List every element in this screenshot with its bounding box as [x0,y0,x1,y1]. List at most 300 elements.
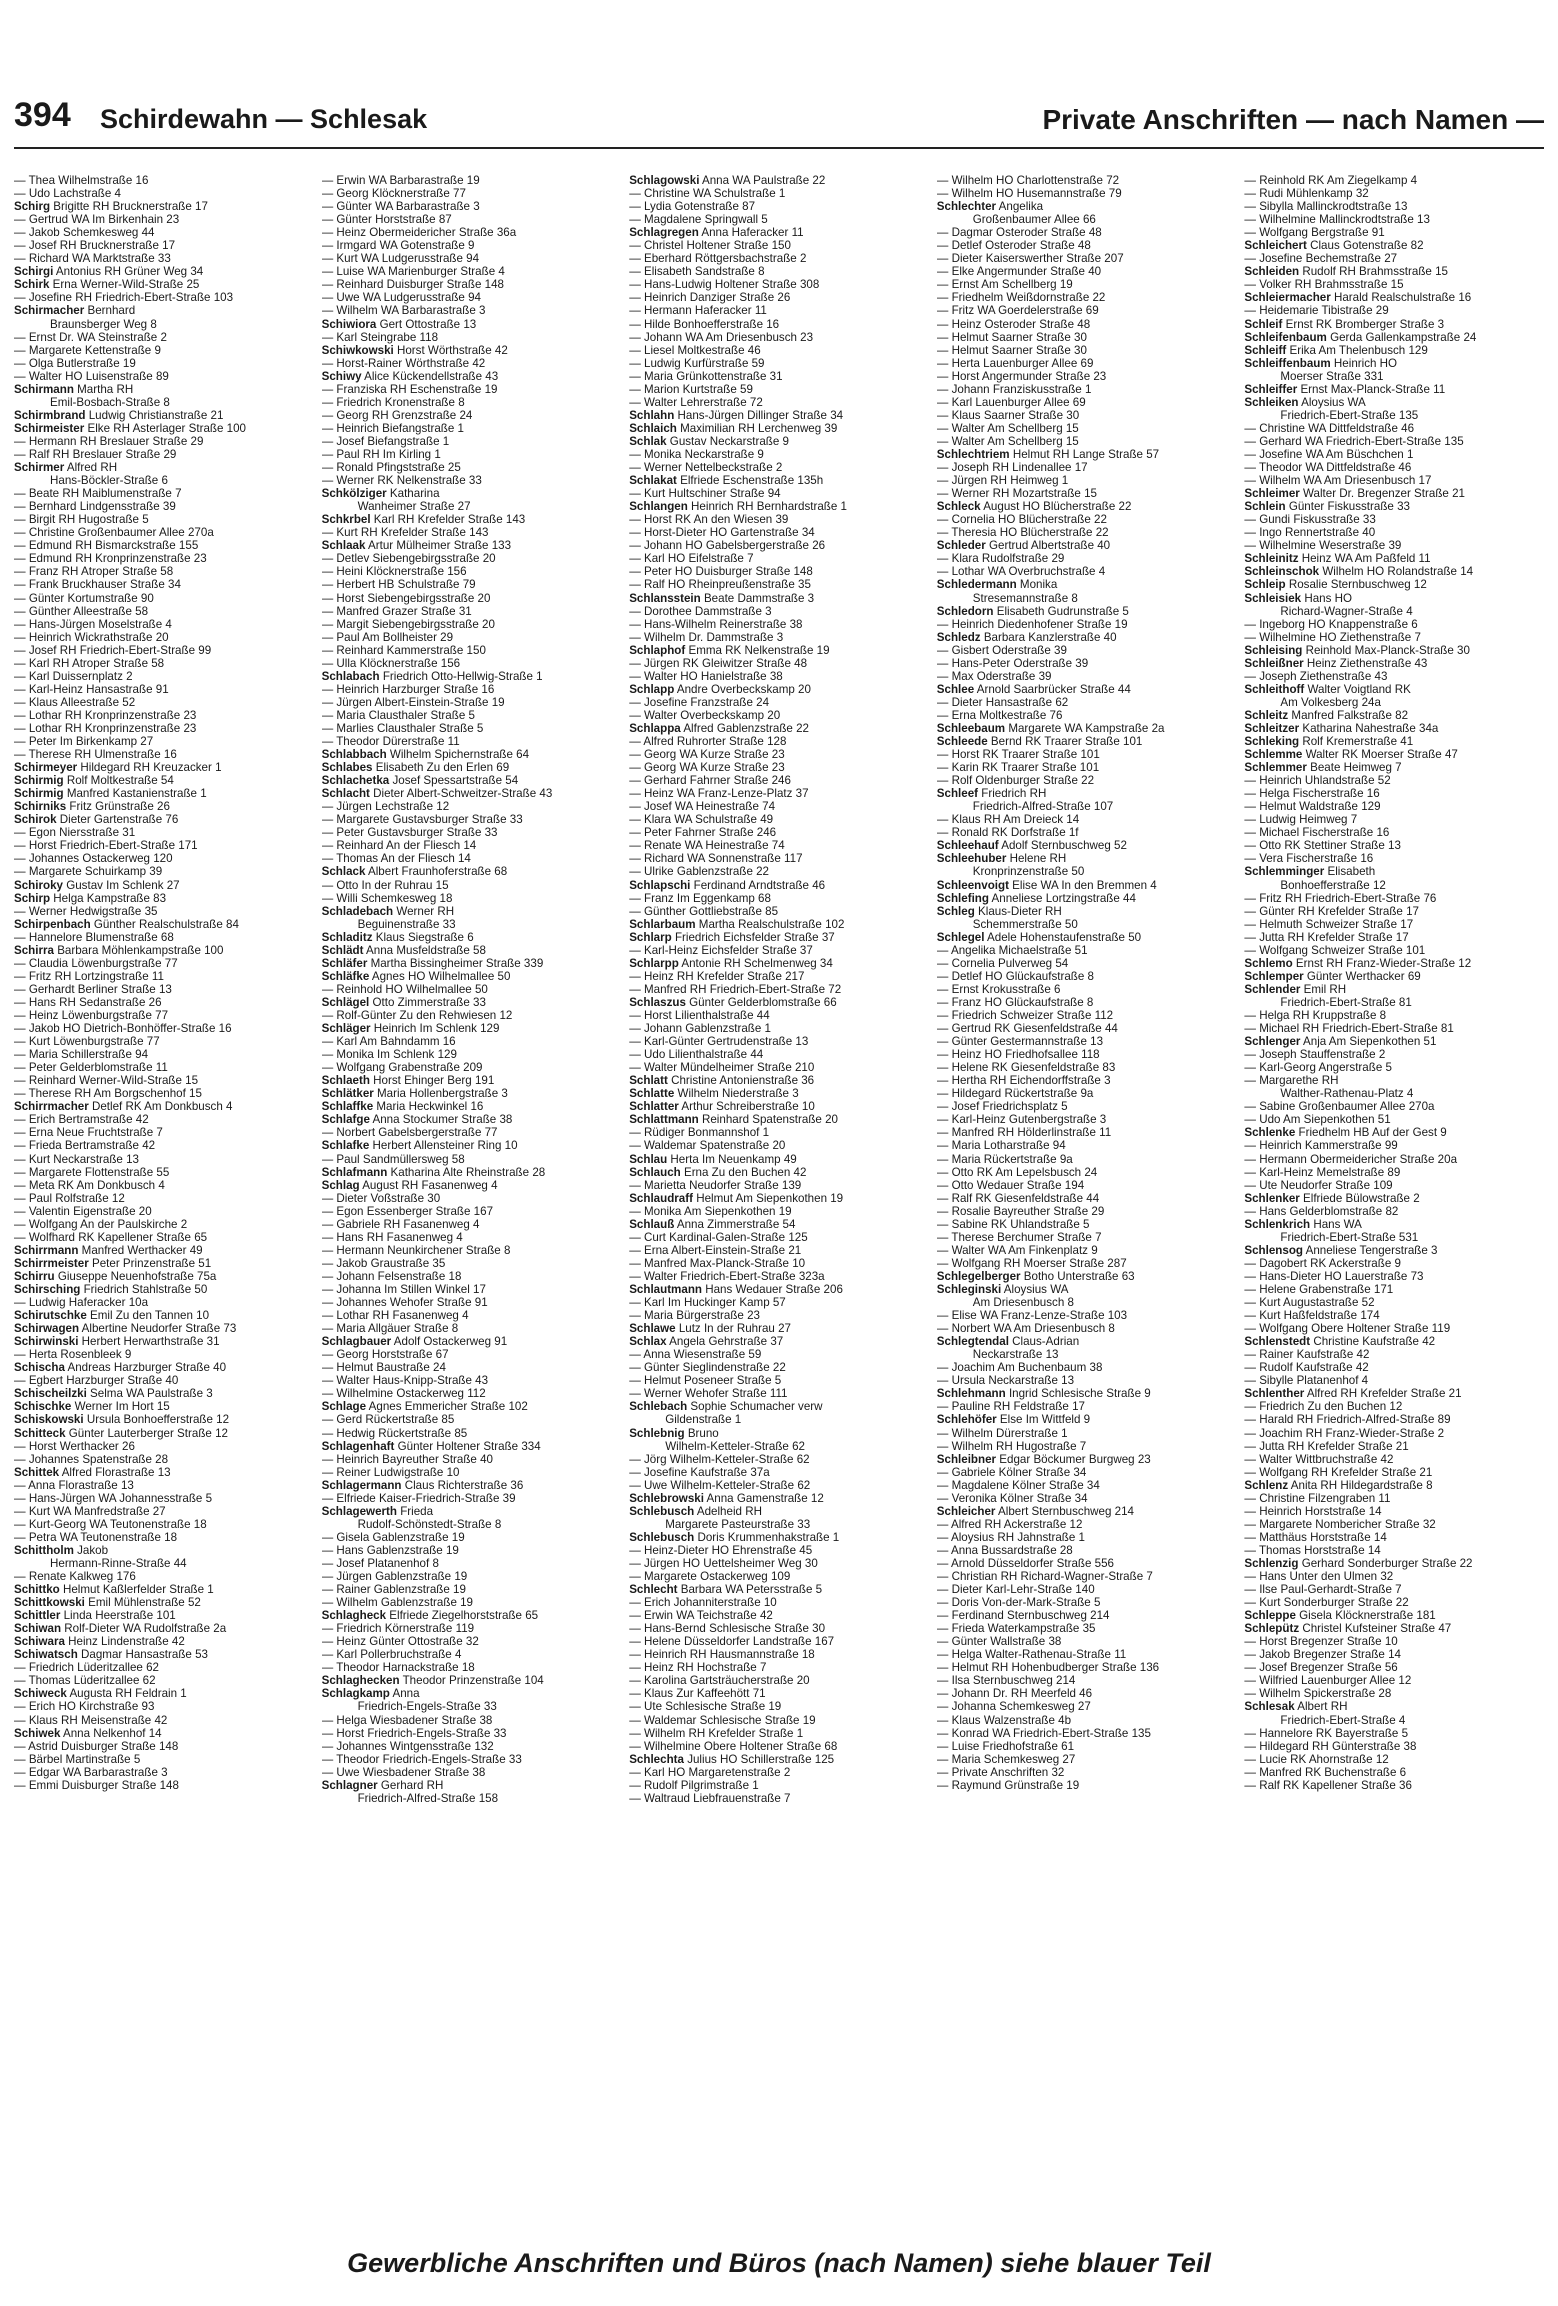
directory-entry [1244,291,1544,304]
directory-entry: — Peter Gelderblomstraße 11 [14,1061,168,1075]
directory-entry [629,435,929,448]
directory-entry [937,605,1237,618]
entry-details: Katharina [386,487,440,501]
surname: Schleehauf [936,839,999,853]
directory-entry: — Richard WA Marktstraße 33 [14,252,171,266]
directory-entry: — Friedrich Kronenstraße 8 [321,395,465,409]
directory-entry [1244,383,1544,396]
directory-entry: — Gabriele Kölner Straße 34 [936,1465,1087,1479]
directory-entry: — Paul Rolfstraße 12 [14,1191,125,1205]
directory-entry: — Egon Essenberger Straße 167 [321,1204,494,1218]
entry-details: Elisabeth Gudrunstraße 5 [993,604,1129,618]
directory-entry [629,1427,929,1440]
surname: Schlefing [936,891,989,905]
directory-entry: Margarete Pasteurstraße 33 [665,1517,811,1531]
directory-entry [322,1779,622,1792]
entry-details: Arthur Schreiberstraße 10 [678,1100,815,1114]
directory-entry: — Kurt Sonderburger Straße 22 [1244,1596,1409,1610]
directory-entry: — Wolfgang Schweizer Straße 101 [1244,943,1426,957]
directory-entry: — Kurt WA Ludgerusstraße 94 [321,252,480,266]
directory-entry: — Ludwig Kurfürstraße 59 [629,356,765,370]
directory-entry: — Sibylla Mallinckrodtstraße 13 [1244,200,1408,214]
entry-details: Friedrich Otto-Hellwig-Straße 1 [379,669,543,683]
directory-entry: — Beate RH Maiblumenstraße 7 [14,487,182,501]
directory-entry: — Karolina Gartsträucherstraße 20 [629,1674,810,1688]
entry-details: Herta Im Neuenkamp 49 [667,1152,797,1166]
directory-entry [937,1283,1237,1296]
surname: Schiwara [14,1635,65,1649]
surname: Schirg [14,200,51,214]
directory-entry: — Theodor Harnackstraße 18 [321,1661,475,1675]
surname: Schlenke [1244,1126,1296,1140]
entry-details: Aloysius WA [1001,1282,1069,1296]
directory-entry: — Raymund Grünstraße 19 [936,1778,1080,1792]
directory-entry: — Horst RK Traarer Straße 101 [936,748,1100,762]
entry-details: Gustav Im Schlenk 27 [62,878,180,892]
directory-entry [629,1583,929,1596]
entry-details: Dieter Albert-Schweitzer-Straße 43 [369,787,553,801]
surname: Schleef [936,787,979,801]
directory-entry: — Josef Biefangstraße 1 [321,434,450,448]
directory-entry: — Heinrich Bayreuther Straße 40 [321,1452,493,1466]
directory-entry [14,304,314,317]
surname: Schleinschok [1244,565,1320,579]
entry-details: Elise WA In den Bremmen 4 [1008,878,1157,892]
directory-entry: — Peter Im Birkenkamp 27 [14,735,154,749]
directory-entry: — Birgit RH Hugostraße 5 [14,513,149,527]
entry-details: Albert Fraunhoferstraße 68 [365,865,508,879]
directory-entry: — Reinhold RK Am Ziegelkamp 4 [1244,174,1418,187]
directory-entry: — Horst Werthacker 26 [14,1439,135,1453]
directory-entry: — Helga Walter-Rathenau-Straße 11 [936,1648,1127,1662]
surname: Schleiff [1244,343,1287,357]
directory-entry: — Doris Von-der-Mark-Straße 5 [936,1596,1101,1610]
surname: Schlatte [629,1087,675,1101]
entry-details: Bruno [684,1426,719,1440]
directory-entry: — Fritz RH Lortzingstraße 11 [14,969,164,983]
directory-entry [14,1100,314,1113]
directory-entry: — Lothar RH Fasanenweg 4 [321,1309,469,1323]
directory-entry: — Klaus Alleestraße 52 [14,695,136,709]
surname: Schleip [1244,578,1286,592]
directory-entry [14,944,314,957]
directory-entry: — Olga Butlerstraße 19 [14,356,136,370]
directory-entry [322,1335,622,1348]
directory-entry: Friedrich-Ebert-Straße 531 [1280,1230,1419,1244]
directory-entry: — Karl-Georg Angerstraße 5 [1244,1061,1392,1075]
directory-entry: — Gerhard Fahrner Straße 246 [629,774,791,788]
directory-entry: — Kurt Löwenburgstraße 77 [14,1035,160,1049]
directory-entry: — Manfred Grazer Straße 31 [321,604,472,618]
directory-entry: — Wilhelm HO Charlottenstraße 72 [936,174,1120,187]
directory-entry: — Helmut Baustraße 24 [321,1361,446,1375]
surname: Schlenther [1244,1387,1305,1401]
directory-entry: — Anna Florastraße 13 [14,1478,134,1492]
surname: Schledermann [936,578,1017,592]
directory-entry: — Elisabeth Sandstraße 8 [629,265,765,279]
surname: Schladebach [321,904,394,918]
directory-entry: — Anna Bussardstraße 28 [936,1543,1073,1557]
entry-details: Anna [389,1687,420,1701]
directory-entry: — Werner RH Mozartstraße 15 [936,487,1097,501]
surname: Schlätker [321,1087,374,1101]
directory-entry [322,931,622,944]
directory-entry: — Astrid Duisburger Straße 148 [14,1739,179,1753]
directory-entry [322,318,622,331]
directory-entry: Friedrich-Ebert-Straße 135 [1280,408,1419,422]
directory-entry [322,865,622,878]
directory-entry: — Magdalene Kölner Straße 34 [936,1478,1100,1492]
directory-entry: — Johannes Wehofer Straße 91 [321,1296,488,1310]
directory-entry: — Erich Johanniterstraße 10 [629,1596,777,1610]
surname: Schlarp [629,930,672,944]
directory-entry [14,1400,314,1413]
entry-details: Ludwig Christianstraße 21 [85,408,224,422]
directory-entry [937,448,1237,461]
directory-entry [937,839,1237,852]
entry-details: Anneliese Tengerstraße 3 [1303,1243,1438,1257]
directory-entry: — Ute Schlesische Straße 19 [629,1700,782,1714]
entry-details: Claus Gotenstraße 82 [1306,239,1424,253]
directory-entry: — Horst Siebengebirgsstraße 20 [321,591,491,605]
directory-entry: — Heini Klöcknerstraße 156 [321,565,467,579]
entry-details: Detlef RK Am Donkbusch 4 [88,1100,233,1114]
directory-entry: — Frank Bruckhauser Straße 34 [14,578,181,592]
directory-entry: — Veronika Kölner Straße 34 [936,1491,1088,1505]
surname: Schiweck [14,1687,67,1701]
directory-entry: — Kurt WA Manfredstraße 27 [14,1504,166,1518]
surname: Schlabbach [321,748,387,762]
directory-entry: — Wilhelm Dr. Dammstraße 3 [629,630,784,644]
entry-details: Heinz Lindenstraße 42 [64,1635,185,1649]
directory-entry [14,1309,314,1322]
directory-entry: — Heinrich RH Hausmannstraße 18 [629,1648,815,1662]
directory-entry: — Johannes Ostackerweg 120 [14,852,173,866]
directory-entry: — Wilhelm WA Am Driesenbusch 17 [1244,474,1432,488]
entry-details: Friedrich RH [978,787,1047,801]
entry-details: Antonius RH Grüner Weg 34 [53,265,204,279]
directory-entry [629,226,929,239]
directory-entry: — Johannes Spatenstraße 28 [14,1452,169,1466]
directory-entry: — Wolfgang Grabenstraße 209 [321,1061,483,1075]
directory-entry: — Herta Rosenbleek 9 [14,1348,132,1362]
surname: Schlansstein [629,591,701,605]
entry-details: Barbara Möhlenkampstraße 100 [53,943,224,957]
surname: Schläger [321,1022,371,1036]
surname: Schittkowski [14,1596,85,1610]
directory-entry [14,800,314,813]
directory-entry [322,1400,622,1413]
directory-entry: — Matthäus Horststraße 14 [1244,1530,1387,1544]
surname: Schleinitz [1244,552,1299,566]
directory-entry: — Margarete Gustavsburger Straße 33 [321,813,523,827]
directory-entry: — Klaus Zur Kaffeehött 71 [629,1687,766,1701]
directory-entry: — Johannes Wintgensstraße 132 [321,1739,494,1753]
surname: Schlegtendal [936,1335,1009,1349]
surname: Schleede [936,735,988,749]
directory-entry: — Johann Franziskusstraße 1 [936,382,1092,396]
directory-entry: — Frieda Waterkampstraße 35 [936,1622,1096,1636]
entry-details: Gert Ottostraße 13 [376,317,477,331]
directory-entry: — Uwe Wiesbadener Straße 38 [321,1765,486,1779]
directory-entry: — Wilhelmine Obere Holtener Straße 68 [629,1739,838,1753]
directory-entry: — Johanna Schemkesweg 27 [936,1700,1091,1714]
entry-details: Günter Holtener Straße 334 [394,1439,541,1453]
directory-entry: — Valentin Eigenstraße 20 [14,1204,152,1218]
surname: Schlarpp [629,956,679,970]
directory-entry [629,1400,929,1413]
surname: Schleiermacher [1244,291,1331,305]
directory-entry [937,578,1237,591]
surname: Schlenz [1244,1478,1289,1492]
surname: Schlagermann [321,1478,402,1492]
directory-entry [629,722,929,735]
directory-entry [937,1453,1237,1466]
entry-details: Elfriede Ziegelhorststraße 65 [386,1609,539,1623]
directory-entry: — Reinhard Duisburger Straße 148 [321,278,504,292]
directory-entry [322,905,622,918]
directory-entry: — Hermann Neunkirchener Straße 8 [321,1243,511,1257]
entry-details: Rolf Moltkestraße 54 [63,774,174,788]
surname: Schlädt [321,943,364,957]
directory-entry: Bonhoefferstraße 12 [1280,878,1386,892]
directory-entry: — Günter Kortumstraße 90 [14,591,154,605]
surname: Schlechter [936,200,997,214]
directory-entry: — Ferdinand Sternbuschweg 214 [936,1609,1110,1623]
entry-details: Helmut Am Siepenkothen 19 [692,1191,844,1205]
entry-details: Erna Werner-Wild-Straße 25 [49,278,200,292]
surname: Schlehmann [936,1387,1006,1401]
directory-entry: — Joachim RH Franz-Wieder-Straße 2 [1244,1426,1445,1440]
directory-entry: — Friedrich Zu den Buchen 12 [1244,1400,1403,1414]
directory-entry: — Heinrich Horststraße 14 [1244,1504,1382,1518]
directory-entry: — Werner Nettelbeckstraße 2 [629,461,783,475]
directory-entry: — Horst Bregenzer Straße 10 [1244,1635,1398,1649]
entry-details: Selma WA Paulstraße 3 [86,1387,213,1401]
directory-entry [14,265,314,278]
directory-entry: — Josefine Franzstraße 24 [629,695,770,709]
directory-entry: — Kurt Augustastraße 52 [1244,1296,1375,1310]
entry-details: Wilhelm Niederstraße 3 [674,1087,799,1101]
directory-entry [1244,500,1544,513]
directory-entry: — Marion Kurtstraße 59 [629,382,753,396]
directory-entry: — Johann WA Am Driesenbusch 23 [629,330,814,344]
directory-entry: — Ulrike Gablenzstraße 22 [629,865,770,879]
directory-entry [322,761,622,774]
directory-entry: — Klara Rudolfstraße 29 [936,552,1065,566]
directory-entry: — Günter RH Krefelder Straße 17 [1244,904,1419,918]
directory-entry: — Maria Schemkesweg 27 [936,1752,1076,1766]
directory-entry: — Georg Horststraße 67 [321,1348,449,1362]
entry-details: Helga Kampstraße 83 [50,891,167,905]
directory-entry: — Rudolf Kaufstraße 42 [1244,1361,1369,1375]
directory-entry: — Thomas Horststraße 14 [1244,1543,1381,1557]
directory-entry: Wilhelm-Ketteler-Straße 62 [665,1439,805,1453]
directory-entry: — Wilhelm Spickerstraße 28 [1244,1687,1392,1701]
directory-entry: — Johann Gablenzstraße 1 [629,1022,771,1036]
directory-entry: — Wilhelm RH Hugostraße 7 [936,1439,1087,1453]
directory-entry [629,1192,929,1205]
directory-entry: — Klaus RH Meisenstraße 42 [14,1713,168,1727]
entry-details: Erika Am Thelenbusch 129 [1286,343,1428,357]
directory-entry: — Margarethe RH [1244,1074,1339,1088]
directory-entry: — Helmut RH Hohenbudberger Straße 136 [936,1661,1160,1675]
directory-entry: — Karl Steingrabe 118 [321,330,439,344]
directory-entry: — Rainer Gablenzstraße 19 [321,1583,466,1597]
directory-entry: — Detlev Siebengebirgsstraße 20 [321,552,496,566]
entry-details: Friedrich Stahlstraße 50 [80,1282,208,1296]
directory-entry: — Meta RK Am Donkbusch 4 [14,1178,165,1192]
directory-entry: — Walter Lehrerstraße 72 [629,395,763,409]
directory-entry: — Paul Am Bollheister 29 [321,630,454,644]
directory-entry: — Christel Holtener Straße 150 [629,239,791,253]
surname: Schlapp [629,682,675,696]
directory-entry: — Jutta RH Krefelder Straße 21 [1244,1439,1409,1453]
entry-details: Rolf-Dieter WA Rudolfstraße 2a [61,1622,227,1636]
directory-entry: — Hans-Peter Oderstraße 39 [936,656,1089,670]
entry-details: Linda Heerstraße 101 [60,1609,176,1623]
entry-details: Rolf Kremerstraße 41 [1299,735,1414,749]
directory-entry: — Thea Wilhelmstraße 16 [14,174,149,187]
directory-entry [1244,357,1544,370]
directory-entry [14,1727,314,1740]
entry-details: Elisabeth Zu den Erlen 69 [372,761,510,775]
surname: Schlagner [321,1778,378,1792]
directory-entry [322,1674,622,1687]
directory-entry: — Heinrich Diedenhofener Straße 19 [936,617,1128,631]
entry-details: Heinrich HO [1330,356,1398,370]
directory-entry: — Kurt Haßfeldstraße 174 [1244,1309,1380,1323]
directory-entry: — Horst-Rainer Wörthstraße 42 [321,356,486,370]
surname: Schittholm [14,1543,74,1557]
directory-entry: — Friedrich Schweizer Straße 112 [936,1009,1114,1022]
directory-entry [1244,565,1544,578]
directory-entry [322,1100,622,1113]
surname: Schlemme [1244,748,1303,762]
directory-entry [14,813,314,826]
directory-entry: — Werner Wehofer Straße 111 [629,1387,788,1401]
directory-entry: — Wilhelm Gablenzstraße 19 [321,1596,474,1610]
directory-entry: — Ernst Krokusstraße 6 [936,982,1061,996]
surname: Schlabach [321,669,380,683]
directory-entry: — Michael Fischerstraße 16 [1244,826,1390,840]
directory-entry: — Horst Angermunder Straße 23 [936,369,1107,383]
directory-entry [1244,331,1544,344]
directory-entry: Moerser Straße 331 [1280,369,1384,383]
directory-entry: — Manfred RH Hölderlinstraße 11 [936,1126,1112,1140]
directory-entry: — Horst Lilienthalstraße 44 [629,1009,770,1022]
directory-entry: Braunsberger Weg 8 [50,317,157,331]
surname: Schiwiora [321,317,377,331]
directory-entry: — Franz Im Eggenkamp 68 [629,891,771,905]
directory-entry: Friedrich-Alfred-Straße 107 [972,800,1114,814]
directory-entry [1244,344,1544,357]
surname: Schlecht [629,1583,678,1597]
directory-entry: — Lothar RH Kronprinzenstraße 23 [14,708,197,722]
directory-entry [937,200,1237,213]
name-range: Schirdewahn — Schlesak [100,104,428,134]
directory-entry: — Ingeborg HO Knappenstraße 6 [1244,617,1418,631]
directory-entry [1244,657,1544,670]
entry-details: Dagmar Hansastraße 53 [77,1648,208,1662]
directory-entry [1244,552,1544,565]
directory-entry: — Emmi Duisburger Straße 148 [14,1778,179,1792]
directory-entry [1244,1244,1544,1257]
entry-details: Gerhard Sonderburger Straße 22 [1298,1556,1473,1570]
directory-entry: — Heinz-Dieter HO Ehrenstraße 45 [629,1543,813,1557]
directory-entry: — Helmut Saarner Straße 30 [936,330,1087,344]
directory-entry: — Joseph Ziethenstraße 43 [1244,669,1388,683]
surname: Schirmann [14,382,74,396]
directory-entry [14,1270,314,1283]
entry-details: Manfred Werthacker 49 [78,1243,203,1257]
directory-entry [1244,1557,1544,1570]
directory-entry: — Helmut Waldstraße 129 [1244,800,1381,814]
directory-entry: — Thomas Lüderitzallee 62 [14,1674,156,1688]
directory-entry: — Walter HO Luisenstraße 89 [14,369,169,383]
directory-entry: — Christine WA Dittfeldstraße 46 [1244,421,1415,435]
entry-details: Heinrich RH Bernhardstraße 1 [687,500,847,514]
entry-details: Hans Wedauer Straße 206 [701,1282,843,1296]
directory-entry [937,1505,1237,1518]
surname: Schirmeyer [14,761,78,775]
directory-entry [937,879,1237,892]
surname: Schleebaum [936,721,1006,735]
directory-entry: — Joseph Stauffenstraße 2 [1244,1048,1386,1062]
directory-entry: — Herbert HB Schulstraße 79 [321,578,476,592]
directory-entry: — Wolfgang An der Paulskirche 2 [14,1217,188,1231]
entry-details: Otto Zimmerstraße 33 [369,995,486,1009]
surname: Schiroky [14,878,63,892]
directory-entry: — Hans RH Sedanstraße 26 [14,995,162,1009]
directory-entry: — Peter Gustavsburger Straße 33 [321,826,498,840]
footer-note: Gewerbliche Anschriften und Büros (nach Namen) siehe blauer Teil [347,2248,1211,2278]
directory-entry: — Maria Allgäuer Straße 8 [321,1322,459,1336]
entry-details: August HO Blücherstraße 22 [980,500,1132,514]
directory-entry: — Theodor Friedrich-Engels-Straße 33 [321,1752,522,1766]
entry-details: Lutz In der Ruhrau 27 [675,1322,791,1336]
directory-entry [937,683,1237,696]
surname: Schiwy [321,369,362,383]
entry-details: Anna Zimmerstraße 54 [674,1217,796,1231]
directory-entry: — Walter Mündelheimer Straße 210 [629,1061,815,1075]
surname: Schittler [14,1609,61,1623]
directory-entry [937,892,1237,905]
directory-entry: — Josefine Kaufstraße 37a [629,1465,770,1479]
entry-details: Monika [1016,578,1058,592]
entry-details: Albert Sternbuschweg 214 [995,1504,1135,1518]
directory-entry [629,683,929,696]
directory-entry: — Jürgen RH Heimweg 1 [936,474,1069,488]
surname: Schlenker [1244,1191,1300,1205]
directory-entry: — Jakob Graustraße 35 [321,1256,446,1270]
directory-entry: — Dagmar Osteroder Straße 48 [936,226,1102,240]
directory-entry [937,631,1237,644]
directory-entry: — Theresia HO Blücherstraße 22 [936,526,1109,540]
entry-details: Albert RH [1294,1700,1348,1714]
directory-entry: Wanheimer Straße 27 [357,500,471,514]
page-number: 394 [14,96,71,134]
entry-details: Günter Gelderblomstraße 66 [685,995,837,1009]
entry-details: Botho Unterstraße 63 [1020,1269,1135,1283]
surname: Schlensog [1244,1243,1304,1257]
entry-details: Klaus Siegstraße 6 [372,930,474,944]
directory-entry: — Udo Lilienthalstraße 44 [629,1048,764,1062]
directory-entry [629,1531,929,1544]
entry-details: Wilhelm HO Rolandstraße 14 [1319,565,1474,579]
entry-details: Elke RH Asterlager Straße 100 [84,421,246,435]
directory-entry: — Reinhard Kammerstraße 150 [321,643,486,657]
